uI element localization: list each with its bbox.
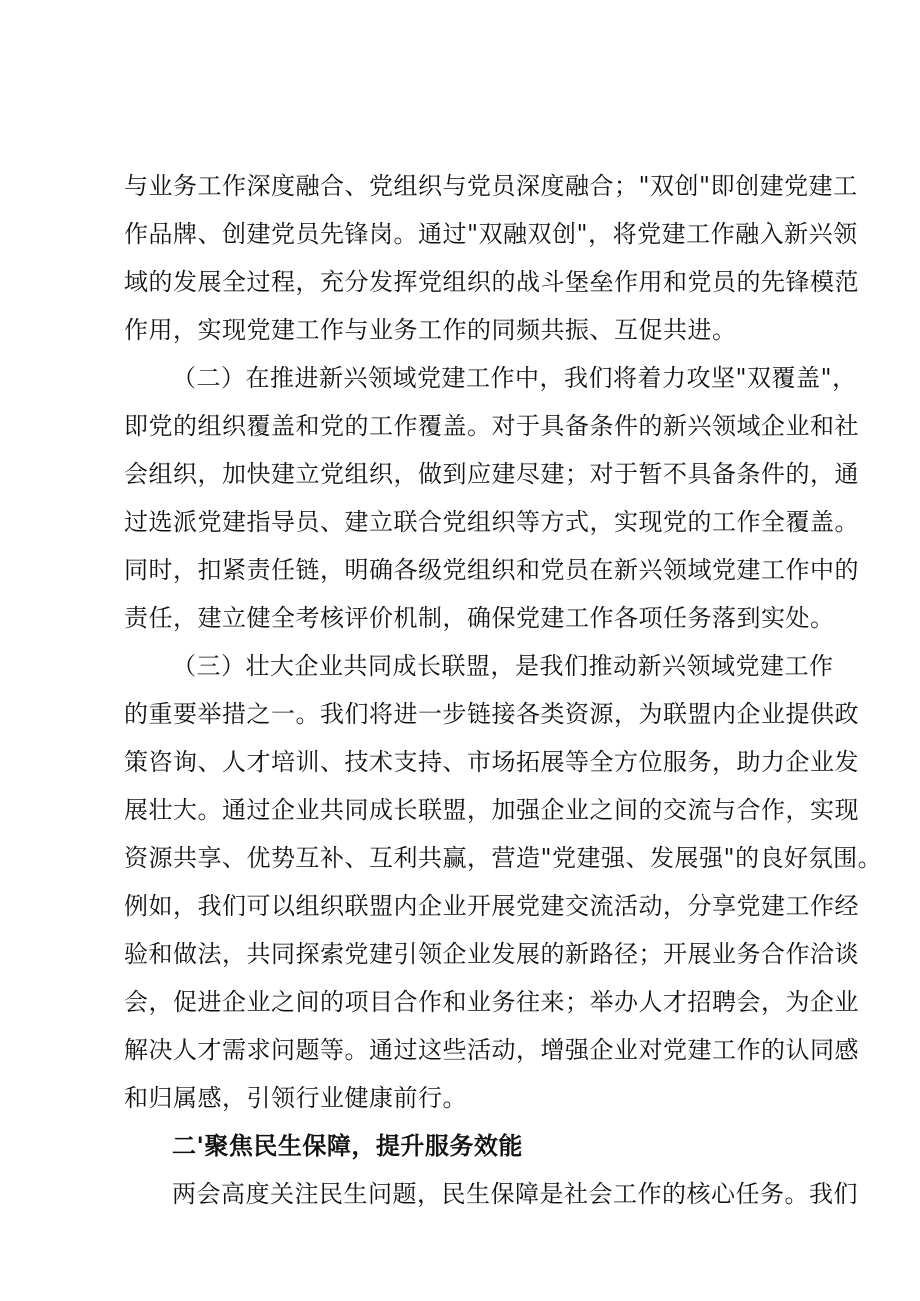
heading-text: 二'聚焦民生保障，提升服务效能 — [172, 1132, 523, 1160]
paragraph-continued — [124, 162, 859, 354]
paragraph-section-2 — [124, 354, 859, 642]
text-line: 策咨询、人才培训、技术支持、市场拓展等全方位服务，助力企业发 — [124, 748, 859, 776]
text-line: 和归属感，引领行业健康前行。 — [124, 1084, 467, 1112]
text-line: （二）在推进新兴领域党建工作中，我们将着力攻坚"双覆盖"， — [172, 364, 857, 392]
text-line: 会组织，加快建立党组织，做到应建尽建；对于暂不具备条件的，通 — [124, 460, 859, 488]
text-line: 解决人才需求问题等。通过这些活动，增强企业对党建工作的认同感 — [124, 1036, 859, 1064]
text-line: 域的发展全过程，充分发挥党组织的战斗堡垒作用和党员的先锋模范 — [124, 268, 859, 296]
text-line: 验和做法，共同探索党建引领企业发展的新路径；开展业务合作洽谈 — [124, 940, 859, 968]
text-line: 与业务工作深度融合、党组织与党员深度融合；"双创"即创建党建工 — [124, 172, 858, 200]
text-line: 资源共享、优势互补、互利共赢，营造"党建强、发展强"的良好氛围。 — [124, 844, 883, 872]
section-heading — [124, 1122, 824, 1170]
text-line: 即党的组织覆盖和党的工作覆盖。对于具备条件的新兴领域企业和社 — [124, 412, 859, 440]
text-line: 作用，实现党建工作与业务工作的同频共振、互促共进。 — [124, 316, 737, 344]
text-line: 两会高度关注民生问题，民生保障是社会工作的核心任务。我们 — [172, 1180, 858, 1208]
text-line: 责任，建立健全考核评价机制，确保党建工作各项任务落到实处。 — [124, 604, 835, 632]
text-line: 作品牌、创建党员先锋岗。通过"双融双创"，将党建工作融入新兴领 — [124, 220, 858, 248]
text-line: 同时，扣紧责任链，明确各级党组织和党员在新兴领域党建工作中的 — [124, 556, 859, 584]
text-line: 的重要举措之一。我们将进一步链接各类资源，为联盟内企业提供政 — [124, 700, 859, 728]
paragraph-final — [124, 1170, 858, 1218]
text-line: 展壮大。通过企业共同成长联盟，加强企业之间的交流与合作，实现 — [124, 796, 859, 824]
text-line: 例如，我们可以组织联盟内企业开展党建交流活动，分享党建工作经 — [124, 892, 859, 920]
text-line: 会，促进企业之间的项目合作和业务往来；举办人才招聘会，为企业 — [124, 988, 859, 1016]
paragraph-section-3 — [124, 642, 883, 1122]
text-line: 过选派党建指导员、建立联合党组织等方式，实现党的工作全覆盖。 — [124, 508, 859, 536]
text-line: （三）壮大企业共同成长联盟，是我们推动新兴领域党建工作 — [172, 652, 834, 680]
